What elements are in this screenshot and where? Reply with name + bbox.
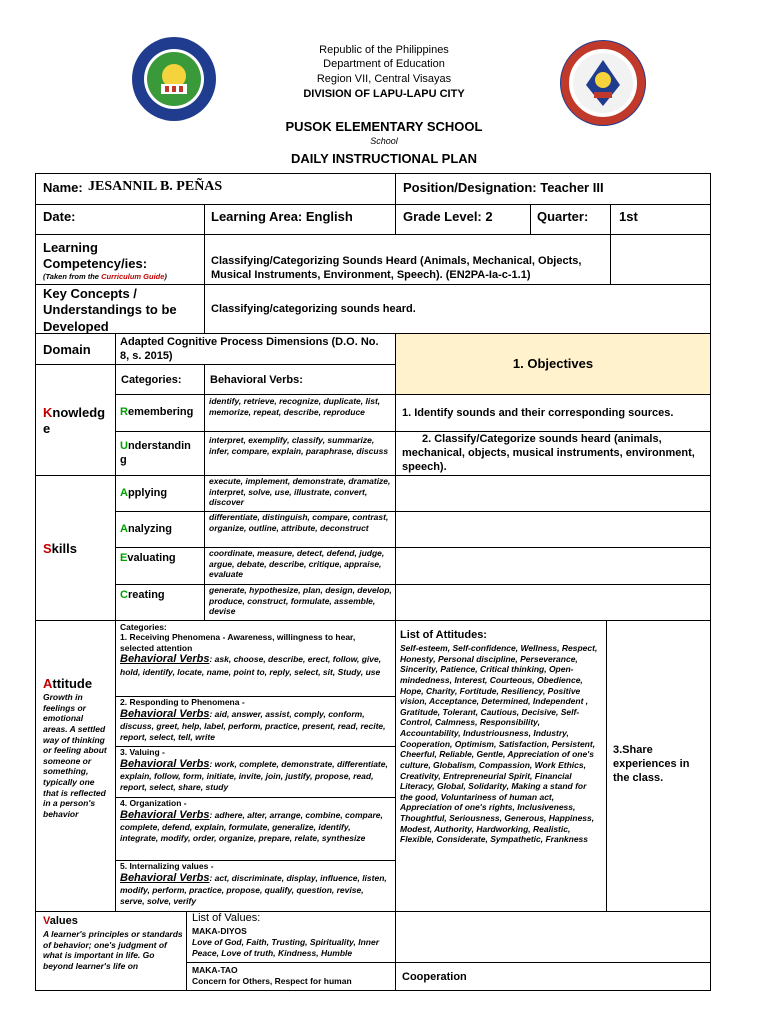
knowledge-label: Knowledg e	[43, 405, 106, 437]
learning-area: Learning Area: English	[211, 209, 353, 224]
grade-level: Grade Level: 2	[403, 209, 493, 224]
applying-verbs: execute, implement, demonstrate, dramatize, interpret, solve, use, illustrate, convert, discover	[209, 476, 391, 508]
attitude-level-2: 2. Responding to Phenomena - Behavioral Verbs: aid, answer, assist, comply, conform, discuss, greet, help, label, perform, practice, present, read, recite, report, select, tell, write	[120, 697, 386, 742]
analyzing-cell	[115, 511, 205, 548]
remembering-label: Remembering	[120, 406, 194, 418]
competency-value-cell	[204, 234, 611, 285]
maka-tao-cell	[186, 962, 396, 991]
attitude-objective-cell	[606, 620, 711, 912]
grade-level-cell	[395, 204, 531, 235]
attitude-level-1: 1. Receiving Phenomena - Awareness, willingness to hear, selected attention Behavioral Verbs: ask, choose, describe, erect, follow, give, hold, identify, locate, name, point to, reply, select, sit, Study, use	[120, 632, 382, 677]
key-concepts-value-cell	[204, 284, 711, 334]
attitude-categories-cell	[115, 620, 396, 912]
curriculum-guide-link: Curriculum Guide	[101, 272, 165, 281]
attitudes-list: Self-esteem, Self-confidence, Wellness, Respect, Honesty, Personal discipline, Perseverance, Sincerity, Patience, Critical thinking, Open-mindedness, Interest, Courteous, Obedience, Hope, Charity, Fortitude, Resiliency, Positive vision, Acceptance, Determined, Independent , Gratitude, Tolerant, Cautious, Decisive, Self-Control, Calmness, Responsibility, Accountability, Industriousness, Industry, Cooperation, Optimism, Satisfaction, Persistent, Cheerful, Reliable, Gentle, Appreciation of one's culture, Globalism, Compassion, Work Ethics, Creativity, Entrepreneurial Spirit, Financial Literacy, Global, Solidarity, Making a stand for the good, Voluntariness of human act, Appreciation of one's rights, Inclusiveness, Thoughtful, Seriousness, Generous, Happiness, Modest, Authority, Hardworking, Realistic, Flexible, Considerate, Sympathetic, Frankness	[400, 643, 598, 845]
date-label: Date:	[43, 209, 76, 224]
evaluating-verbs-cell	[204, 547, 396, 585]
objective-1-cell	[395, 394, 711, 432]
attitude-level-5: 5. Internalizing values - Behavioral Verbs: act, discriminate, display, influence, listen, modify, perform, practice, propose, qualify, question, revise, serve, solve, verify	[120, 861, 387, 906]
competency-label-cell	[35, 234, 205, 285]
analyzing-verbs: differentiate, distinguish, compare, contrast, organize, outline, attribute, deconstruct	[209, 512, 389, 533]
attitudes-list-cell	[395, 620, 607, 912]
teacher-name: JESANNIL B. PEÑAS	[88, 179, 223, 194]
skills-domain-cell	[35, 475, 116, 621]
domain-label: Domain	[43, 342, 91, 357]
dimensions-label: Adapted Cognitive Process Dimensions (D.O. No. 8, s. 2015)	[120, 336, 379, 362]
values-description: A learner's principles or standards of behavior; one's judgment of what is important in life. Go beyond learner's life on	[43, 929, 183, 971]
maka-diyos-title: MAKA-DIYOS	[192, 926, 247, 936]
remembering-cell	[115, 394, 205, 432]
header-region: Region VII, Central Visayas	[316, 73, 452, 85]
creating-verbs: generate, hypothesize, plan, design, develop, produce, construct, formulate, assemble, devise	[209, 585, 392, 617]
competency-value: Classifying/Categorizing Sounds Heard (Animals, Mechanical, Objects, Musical Instruments, Environment, Speech). (EN2PA-Ia-c-1.1)	[211, 255, 582, 281]
domain-cell	[35, 333, 116, 365]
remembering-verbs: identify, retrieve, recognize, duplicate, list, memorize, repeat, describe, reproduce	[209, 396, 381, 417]
skills-label: Skills	[43, 541, 77, 556]
knowledge-domain-cell	[35, 364, 116, 476]
header-department: Department of Education	[323, 58, 445, 70]
attitude-level-4: 4. Organization - Behavioral Verbs: adhere, alter, arrange, combine, compare, complete, defend, explain, formulate, generalize, identify, integrate, modify, order, organize, prepare, relate, synthesize	[120, 798, 383, 843]
applying-verbs-cell	[204, 475, 396, 512]
competency-empty-cell	[610, 234, 711, 285]
values-list-title: List of Values:	[192, 912, 261, 924]
evaluating-cell	[115, 547, 205, 585]
competency-label: Learning Competency/ies:	[43, 240, 148, 272]
quarter-value-cell	[610, 204, 711, 235]
values-objective-cell	[395, 962, 711, 991]
position-cell	[395, 173, 711, 205]
values-list-cell	[186, 911, 396, 963]
understanding-verbs: interpret, exemplify, classify, summarize, infer, compare, explain, paraphrase, discuss	[209, 435, 389, 456]
values-label: Values	[43, 915, 78, 927]
header-republic: Republic of the Philippines	[319, 44, 449, 56]
attitude-domain-cell	[35, 620, 116, 912]
plan-title: DAILY INSTRUCTIONAL PLAN	[290, 151, 478, 166]
verbs-header-cell	[204, 364, 396, 395]
applying-label: Applying	[120, 487, 168, 499]
values-domain-cell	[35, 911, 187, 991]
understanding-cell	[115, 431, 205, 476]
values-objective: Cooperation	[402, 971, 467, 983]
attitudes-list-title: List of Attitudes:	[400, 629, 487, 641]
creating-label: Creating	[120, 589, 165, 601]
quarter-value: 1st	[619, 209, 638, 224]
attitude-categories-label: Categories:	[120, 622, 167, 632]
skills-objective-3-cell	[395, 547, 711, 585]
objectives-header-cell	[395, 333, 711, 395]
categories-header-cell	[115, 364, 205, 395]
skills-objective-1-cell	[395, 475, 711, 512]
header-division: DIVISION OF LAPU-LAPU CITY	[303, 88, 465, 100]
evaluating-label: Evaluating	[120, 552, 176, 564]
name-cell	[35, 173, 396, 205]
name-label: Name:	[43, 180, 83, 195]
analyzing-label: Analyzing	[120, 523, 172, 535]
key-concepts-label-cell	[35, 284, 205, 334]
attitude-objective: 3.Share experiences in the class.	[613, 744, 690, 784]
date-cell	[35, 204, 205, 235]
attitude-level-3: 3. Valuing - Behavioral Verbs: work, complete, demonstrate, differentiate, explain, follow, form, initiate, invite, join, justify, propose, read, report, select, share, study	[120, 747, 388, 792]
categories-header: Categories:	[121, 374, 182, 386]
school-caption: School	[370, 136, 398, 146]
quarter-label-cell	[530, 204, 611, 235]
objectives-header: 1. Objectives	[512, 356, 594, 371]
values-objective-empty-cell	[395, 911, 711, 963]
evaluating-verbs: coordinate, measure, detect, defend, judge, argue, debate, describe, critique, appraise, evaluate	[209, 548, 385, 580]
analyzing-verbs-cell	[204, 511, 396, 548]
competency-note: (Taken from the Curriculum Guide)	[43, 272, 167, 281]
creating-cell	[115, 584, 205, 621]
dimensions-cell	[115, 333, 396, 365]
understanding-label: Understandin g	[120, 440, 191, 466]
remembering-verbs-cell	[204, 394, 396, 432]
attitude-label: Attitude	[43, 676, 93, 691]
verbs-header: Behavioral Verbs:	[210, 374, 303, 386]
attitude-description: Growth in feelings or emotional areas. A settled way of thinking or feeling about someone or something, typically one that is reflected in a person's behavior	[43, 692, 107, 819]
maka-tao-title: MAKA-TAO	[192, 965, 238, 975]
maka-diyos-values: Love of God, Faith, Trusting, Spirituality, Inner Peace, Love of truth, Kindness, Humble	[192, 937, 380, 958]
skills-objective-4-cell	[395, 584, 711, 621]
applying-cell	[115, 475, 205, 512]
quarter-label: Quarter:	[537, 209, 589, 224]
understanding-verbs-cell	[204, 431, 396, 476]
learning-area-cell	[204, 204, 396, 235]
objective-2: 2. Classify/Categorize sounds heard (animals, mechanical, objects, musical instruments, environment, speech).	[402, 433, 695, 473]
objective-2-cell	[395, 431, 711, 476]
maka-tao-values: Concern for Others, Respect for human	[192, 976, 352, 986]
position-designation: Position/Designation: Teacher III	[403, 180, 604, 195]
school-name: PUSOK ELEMENTARY SCHOOL	[285, 119, 483, 134]
objective-1: 1. Identify sounds and their corresponding sources.	[402, 407, 674, 419]
skills-objective-2-cell	[395, 511, 711, 548]
creating-verbs-cell	[204, 584, 396, 621]
key-concepts-label: Key Concepts / Understandings to be Developed	[43, 286, 177, 334]
key-concepts-value: Classifying/categorizing sounds heard.	[211, 303, 416, 315]
